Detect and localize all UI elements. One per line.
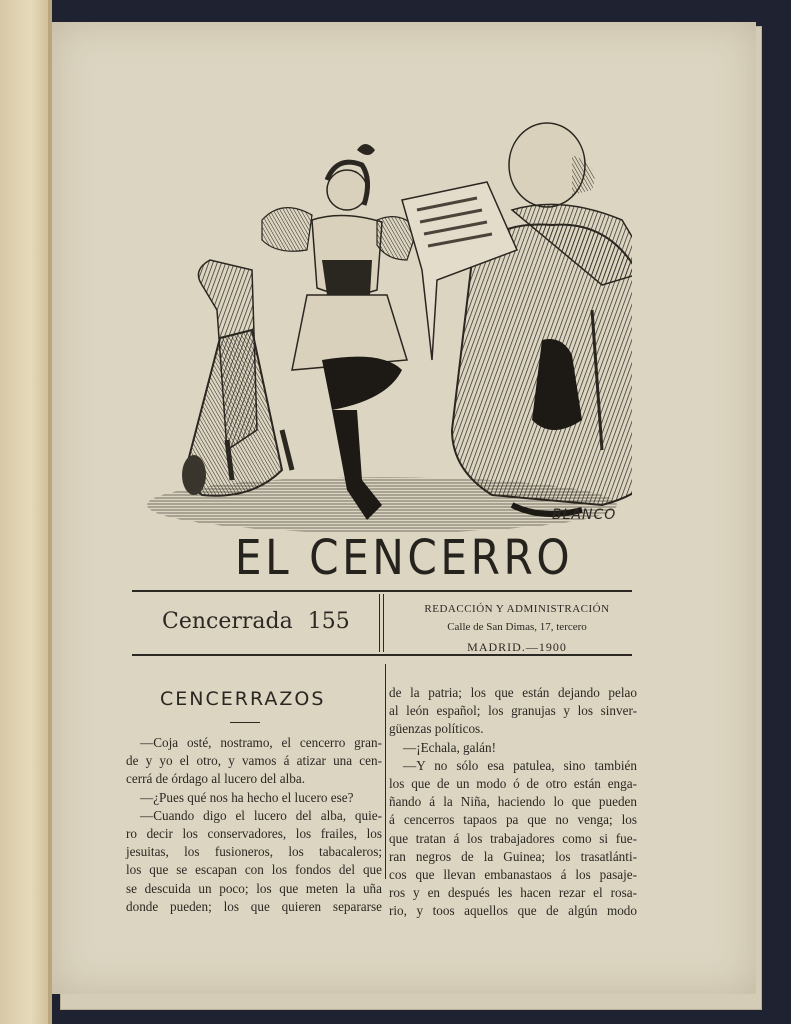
article-line: —Y no sólo esa patulea, sino también: [403, 757, 637, 773]
cover-illustration: [132, 110, 632, 540]
title-dash: [230, 722, 260, 723]
newspaper-title: EL CENCERRO: [234, 530, 574, 586]
article-line: á cencerros tapaos pa que no venga; los: [389, 812, 637, 828]
article-line: cos que llevan embanastaos á los pasaje-: [389, 867, 637, 883]
article-line: güenzas políticos.: [389, 721, 484, 737]
city-year: MADRID.—1900: [467, 640, 567, 654]
masthead-divider-b: [383, 594, 384, 652]
article-line: de y yo el otro, y vamos á atizar una cen-: [126, 753, 382, 769]
article-line: ran negros de la Guinea; los trasatlánti-: [389, 848, 637, 864]
article-line: cerrá de órdago al lucero del alba.: [126, 771, 306, 787]
issue-number: 155: [307, 609, 350, 634]
article-line: al león español; los granujas y los sinver-: [389, 703, 637, 719]
article-line: —¿Pues qué nos ha hecho el lucero ese?: [140, 789, 354, 805]
article-line: de la patria; los que están dejando pelao: [389, 685, 637, 700]
artist-signature: BLANCO: [552, 507, 617, 523]
article-line: los que se escapan con los fondos del que: [126, 862, 382, 878]
article-line: donde pueden; los que quieren separarse: [126, 898, 382, 914]
office-heading: REDACCIÓN Y ADMINISTRACIÓN: [424, 603, 610, 615]
issue-label: Cencerrada: [162, 609, 293, 634]
office-address: Calle de San Dimas, 17, tercero: [447, 621, 587, 633]
article-line: —Cuando digo el lucero del alba, quie-: [140, 807, 382, 823]
article-column-right: [389, 684, 637, 921]
article-line: rio, y toos aquellos que de algún modo: [389, 903, 637, 919]
column-separator: [385, 664, 386, 879]
newspaper-page: [52, 22, 756, 994]
article-line: ñando á la Niña, haciendo lo que pueden: [389, 794, 637, 810]
friar-figure: [452, 123, 632, 514]
cowbell-left: [182, 330, 282, 496]
woman-figure: [262, 144, 417, 520]
article-line: —Coja osté, nostramo, el cencerro gran-: [140, 735, 382, 750]
book-spine: [0, 0, 52, 1024]
issue-info: [162, 609, 350, 634]
article-line: ros y en después les hacen rezar el rosa-: [389, 885, 637, 901]
article-line: ro decir los conservadores, los frailes, los: [126, 826, 382, 842]
article-line: se descuida un poco; los que meten la uña: [126, 880, 382, 896]
masthead-top-rule: [132, 590, 632, 592]
office-info: [402, 600, 632, 656]
article-column-left: [126, 734, 382, 916]
article-line: jesuitas, los fusioneros, los tabacaleros;: [126, 844, 382, 860]
article-title: CENCERRAZOS: [160, 688, 326, 710]
article-line: —¡Echala, galán!: [403, 739, 496, 755]
article-line: los que de un modo ó de otro están enga-: [389, 776, 637, 792]
article-line: que tratan á los trabajadores como si fue-: [389, 830, 637, 846]
masthead-divider-a: [379, 594, 380, 652]
